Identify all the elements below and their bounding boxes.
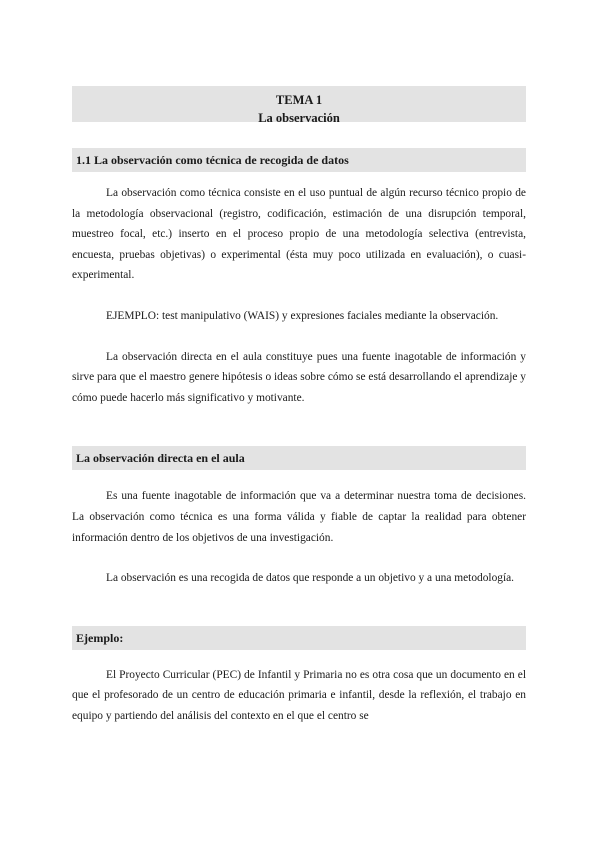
document-subtitle: La observación <box>258 111 340 125</box>
section-heading-3: Ejemplo: <box>72 626 526 650</box>
paragraph: La observación directa en el aula constituye pues una fuente inagotable de información y sirve para que el maestro genere hipótesis o ideas sobre cómo se está desarrollando el aprendizaje y cómo puede hacerlo más significativo y motivante. <box>72 350 526 404</box>
paragraph: Es una fuente inagotable de información que va a determinar nuestra toma de decisiones. La observación como técnica es una forma válida y fiable de captar la realidad para obtener información dentro de los objetivos de una investigación. <box>72 490 526 544</box>
paragraph: La observación como técnica consiste en el uso puntual de algún recurso técnico propio de la metodología observacional (registro, codificación, estimación de una disrupción temporal, muestreo focal, etc.) inserto en el proceso propio de una metodología selectiva (entrevista, encuesta, pruebas objetivas) o experimental (ésta muy poco utilizada en evaluación), o cuasi-experimental. <box>72 187 526 282</box>
paragraph: El Proyecto Curricular (PEC) de Infantil y Primaria no es otra cosa que un documento en el que el profesorado de un centro de educación primaria e infantil, desde la reflexión, el trabajo en equipo y partiendo del análisis del contexto en el que el centro se <box>72 668 526 722</box>
section-heading-2: La observación directa en el aula <box>72 446 526 470</box>
title-block <box>72 86 526 125</box>
section-heading-1: 1.1 La observación como técnica de recogida de datos <box>72 148 526 172</box>
document-title: TEMA 1 <box>275 93 323 107</box>
document-page <box>72 86 526 727</box>
paragraph: La observación es una recogida de datos que responde a un objetivo y a una metodología. <box>106 572 515 585</box>
paragraph: EJEMPLO: test manipulativo (WAIS) y expresiones faciales mediante la observación. <box>106 309 499 322</box>
